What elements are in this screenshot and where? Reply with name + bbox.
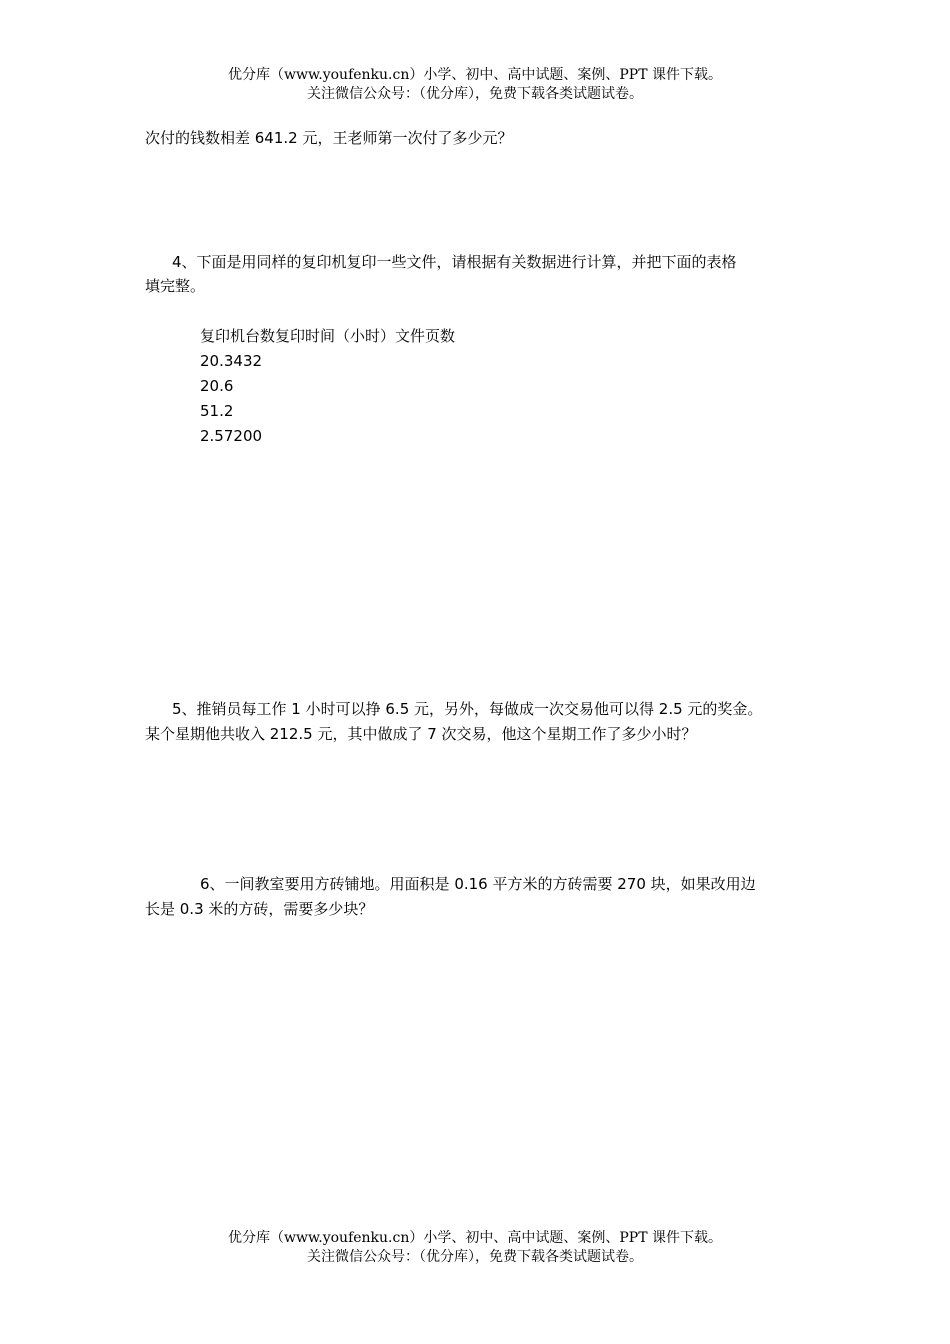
question-6-line-2: 长是 0.3 米的方砖，需要多少块？ [145,900,374,918]
copier-table-row: 51.2 [200,402,234,420]
question-4-line-2: 填完整。 [145,277,206,295]
copier-table-row: 20.3432 [200,352,263,370]
footer-line-1: 优分库（www.youfenku.cn）小学、初中、高中试题、案例、PPT 课件下载。 [227,1230,722,1246]
page-header [0,66,950,104]
copier-table-header: 复印机台数复印时间（小时）文件页数 [200,327,456,345]
question-5-line-2: 某个星期他共收入 212.5 元，其中做成了 7 次交易，他这个星期工作了多少小时？ [145,725,697,743]
question-4-line-1: 4、下面是用同样的复印机复印一些文件，请根据有关数据进行计算，并把下面的表格 [172,253,737,271]
question-6-line-1: 6、一间教室要用方砖铺地。用面积是 0.16 平方米的方砖需要 270 块，如果改用边 [200,875,756,893]
header-line-1: 优分库（www.youfenku.cn）小学、初中、高中试题、案例、PPT 课件下载。 [227,67,722,83]
question-5-line-1: 5、推销员每工作 1 小时可以挣 6.5 元，另外，每做成一次交易他可以得 2.5 元的奖金。 [172,700,763,718]
page-footer [0,1229,950,1267]
copier-table-row: 2.57200 [200,427,263,445]
continuation-text: 次付的钱数相差 641.2 元，王老师第一次付了多少元？ [145,129,513,147]
header-line-2: 关注微信公众号：（优分库），免费下载各类试题试卷。 [307,86,643,102]
copier-table-row: 20.6 [200,377,234,395]
footer-line-2: 关注微信公众号：（优分库），免费下载各类试题试卷。 [307,1249,643,1265]
